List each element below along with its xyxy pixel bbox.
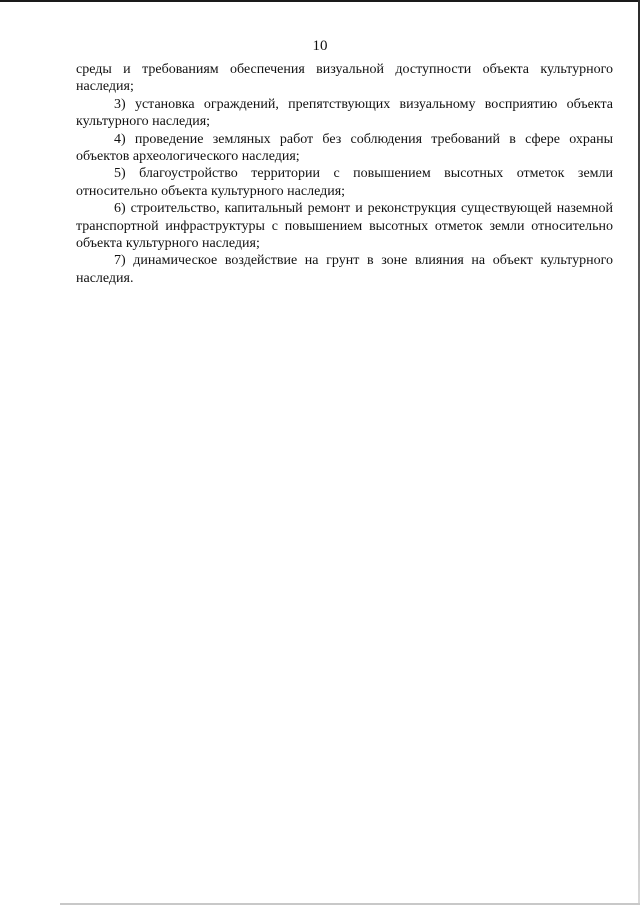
document-body xyxy=(76,61,613,287)
paragraph-continuation: среды и требованиям обеспечения визуальной доступности объекта культурного наследия; xyxy=(76,62,613,95)
page-number: 10 xyxy=(312,38,328,54)
list-item-4: 4) проведение земляных работ без соблюдения требований в сфере охраны объектов археологического наследия; xyxy=(76,131,613,165)
list-item-5: 5) благоустройство территории с повышением высотных отметок земли относительно объекта культурного наследия; xyxy=(76,166,613,199)
scan-edge-top xyxy=(0,0,640,2)
list-item-3: 3) установка ограждений, препятствующих визуальному восприятию объекта культурного наследия; xyxy=(76,96,613,130)
list-item-7: 7) динамическое воздействие на грунт в зоне влияния на объект культурного наследия. xyxy=(76,253,613,286)
list-item-6: 6) строительство, капитальный ремонт и реконструкция существующей наземной транспортной инфраструктуры с повышением высотных отметок земли относительно объекта культурного наследия; xyxy=(76,201,613,252)
